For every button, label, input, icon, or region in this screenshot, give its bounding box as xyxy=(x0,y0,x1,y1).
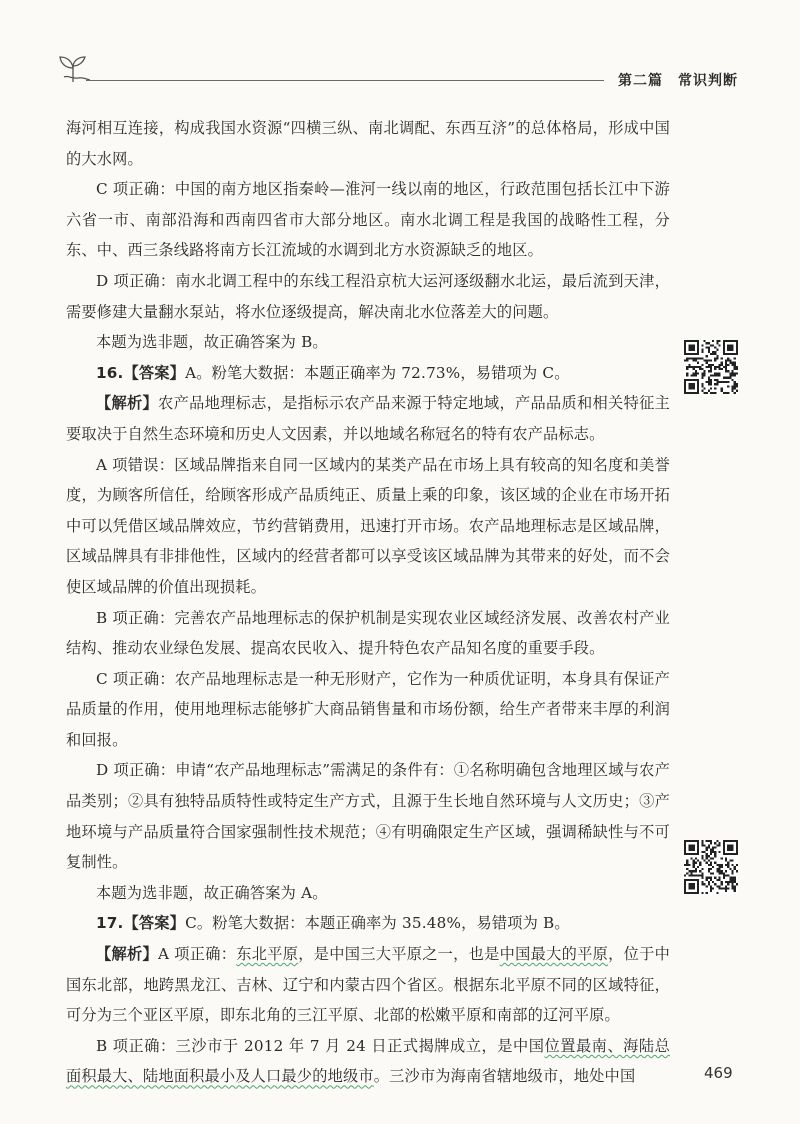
question-17-analysis xyxy=(66,939,670,1031)
paragraph: B 项正确：完善农产品地理标志的保护机制是实现农业区域经济发展、改善农村产业结构、推动农业绿色发展、提高农民收入、提升特色农产品知名度的重要手段。 xyxy=(66,608,670,658)
paragraph: D 项正确：南水北调工程中的东线工程沿京杭大运河逐级翻水北运，最后流到天津，需要修建大量翻水泵站，将水位逐级提高，解决南北水位落差大的问题。 xyxy=(66,271,670,321)
section-title: 第二篇 常识判断 xyxy=(618,73,738,89)
analysis-text: 农产品地理标志，是指标示农产品来源于特定地域，产品品质和相关特征主要取决于自然生态环境和历史人文因素，并以地域名称冠名的特有农产品标志。 xyxy=(66,394,670,443)
qr-code-icon[interactable] xyxy=(684,340,738,394)
answer-text: C。粉笔大数据：本题正确率为 35.48%，易错项为 B。 xyxy=(185,914,570,933)
analysis-segment: ，位于中国东北部，地跨黑龙江、吉林、辽宁和内蒙古四个省区。根据东北平原不同的区域特征，可分为三个亚区平原，即东北角的三江平原、北部的松嫩平原和南部的辽河平原。 xyxy=(66,945,670,1025)
analysis-segment: ，是中国三大平原之一，也是 xyxy=(298,945,500,964)
underlined-phrase: 位置最南、海陆总面积最大、陆地面积最小及人口最少的地级市 xyxy=(66,1036,670,1086)
analysis-tag: 【解析】 xyxy=(96,394,159,413)
answer-tag: 【答案】 xyxy=(123,363,186,382)
underlined-phrase: 东北平原 xyxy=(236,945,299,964)
underlined-phrase: 中国最大的平原 xyxy=(499,945,609,964)
analysis-segment: A 项正确： xyxy=(157,945,237,964)
analysis-tag: 【解析】 xyxy=(96,945,158,964)
page-number: 469 xyxy=(704,1064,733,1082)
question-16-answer xyxy=(66,358,670,389)
answer-text: A。粉笔大数据：本题正确率为 72.73%，易错项为 C。 xyxy=(185,363,570,382)
paragraph: D 项正确：申请“农产品地理标志”需满足的条件有：①名称明确包含地理区域与农产品类别；②具有独特品质特性或特定生产方式，且源于生长地自然环境与人文历史；③产地环境与产品质量符合国家强制性技术规范；④有明确限定生产区域，强调稀缺性与不可复制性。 xyxy=(66,761,670,872)
question-16-analysis xyxy=(66,388,670,449)
answer-tag: 【答案】 xyxy=(123,914,186,933)
question-number: 16. xyxy=(96,363,124,382)
paragraph: C 项正确：中国的南方地区指秦岭—淮河一线以南的地区，行政范围包括长江中下游六省一市、南部沿海和西南四省市大部分地区。南水北调工程是我国的战略性工程，分东、中、西三条线路将南方长江流域的水调到北方水资源缺乏的地区。 xyxy=(66,180,670,260)
paragraph: 本题为选非题，故正确答案为 A。 xyxy=(96,883,328,902)
paragraph xyxy=(66,1031,670,1092)
text-segment: B 项正确：三沙市于 2012 年 7 月 24 日正式揭牌成立，是中国 xyxy=(96,1036,545,1055)
header-rule xyxy=(86,80,604,81)
text-segment: 。三沙市为海南省辖地级市，地处中国 xyxy=(373,1067,636,1086)
question-number: 17. xyxy=(96,914,124,933)
paragraph: A 项错误：区域品牌指来自同一区域内的某类产品在市场上具有较高的知名度和美誉度，为顾客所信任，给顾客形成产品质纯正、质量上乘的印象，该区域的企业在市场开拓中可以凭借区域品牌效应，节约营销费用，迅速打开市场。农产品地理标志是区域品牌，区域品牌具有非排他性，区域内的经营者都可以享受该区域品牌为其带来的好处，而不会使区域品牌的价值出现损耗。 xyxy=(66,455,670,596)
page-body xyxy=(66,113,670,1092)
leaf-sprout-icon xyxy=(56,52,90,84)
qr-code-icon[interactable] xyxy=(684,840,738,894)
page-header xyxy=(0,0,800,100)
question-17-answer xyxy=(66,908,670,939)
paragraph: 海河相互连接，构成我国水资源“四横三纵、南北调配、东西互济”的总体格局，形成中国的大水网。 xyxy=(66,119,670,168)
paragraph: C 项正确：农产品地理标志是一种无形财产，它作为一种质优证明，本身具有保证产品质量的作用，使用地理标志能够扩大商品销售量和市场份额，给生产者带来丰厚的利润和回报。 xyxy=(66,669,670,749)
paragraph: 本题为选非题，故正确答案为 B。 xyxy=(96,333,328,352)
